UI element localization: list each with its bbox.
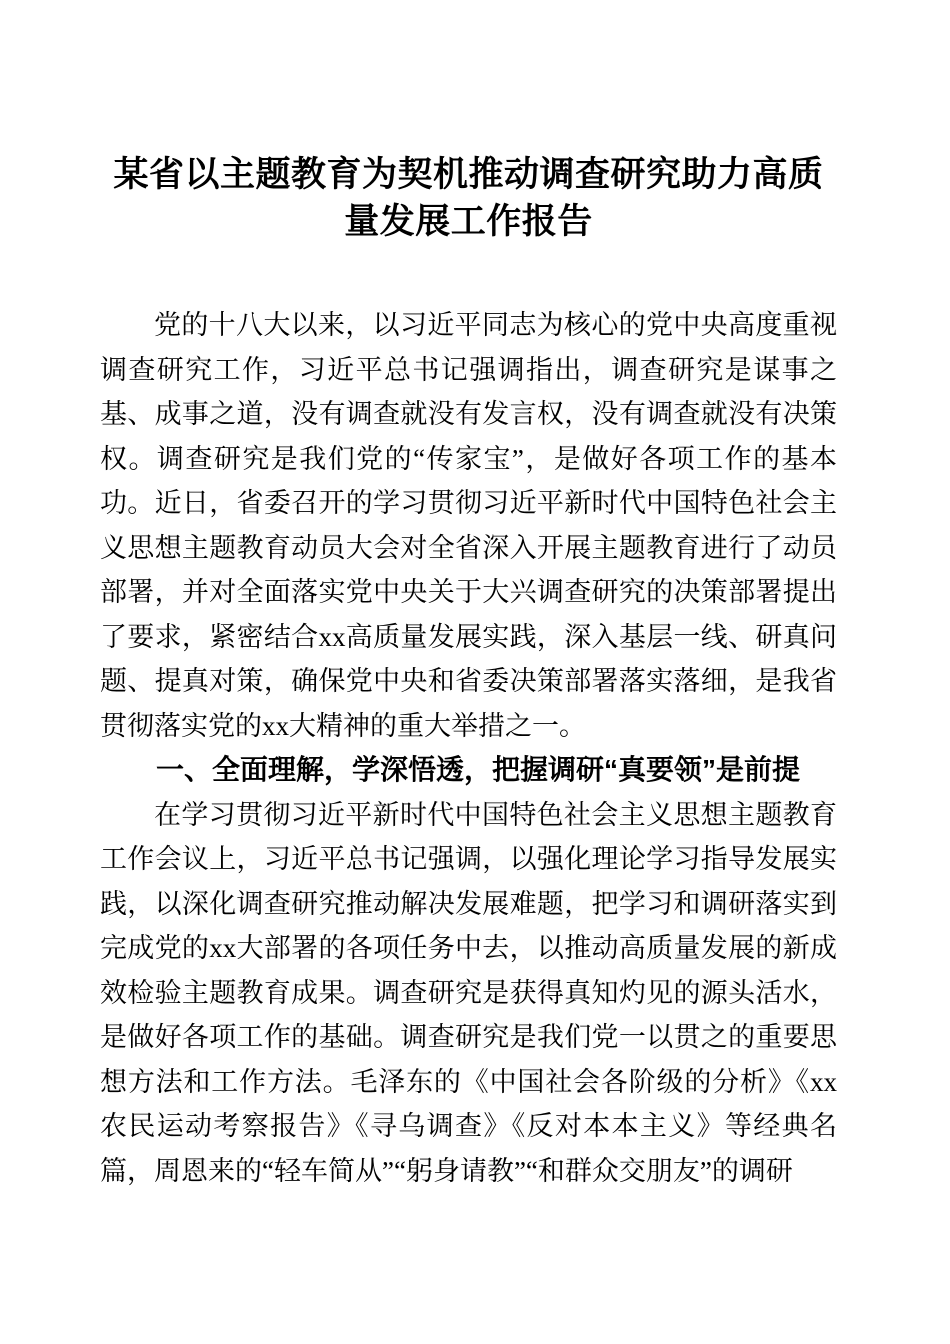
section-1-paragraph: 在学习贯彻习近平新时代中国特色社会主义思想主题教育工作会议上，习近平总书记强调，以强化理论学习指导发展实践，以深化调查研究推动解决发展难题，把学习和调研落实到完成党的xx大部署的各项任务中去，以推动高质量发展的新成效检验主题教育成果。调查研究是获得真知灼见的源头活水，是做好各项工作的基础。调查研究是我们党一以贯之的重要思想方法和工作方法。毛泽东的《中国社会各阶级的分析》《xx农民运动考察报告》《寻乌调查》《反对本本主义》等经典名篇，周恩来的“轻车简从”“躬身请教”“和群众交朋友”的调研 <box>100 799 837 1186</box>
document-title-line-2: 量发展工作报告 <box>344 202 593 242</box>
section-1-heading: 一、全面理解，学深悟透，把握调研“真要领”是前提 <box>156 754 801 786</box>
document-title <box>100 23 837 245</box>
intro-paragraph: 党的十八大以来，以习近平同志为核心的党中央高度重视调查研究工作，习近平总书记强调指出，调查研究是谋事之基、成事之道，没有调查就没有发言权，没有调查就没有决策权。调查研究是我们党的“传家宝”，是做好各项工作的基本功。近日，省委召开的学习贯彻习近平新时代中国特色社会主义思想主题教育动员大会对全省深入开展主题教育进行了动员部署，并对全面落实党中央关于大兴调查研究的决策部署提出了要求，紧密结合xx高质量发展实践，深入基层一线、研真问题、提真对策，确保党中央和省委决策部署落实落细，是我省贯彻落实党的xx大精神的重大举措之一。 <box>100 310 837 741</box>
document-title-line-1: 某省以主题教育为契机推动调查研究助力高质 <box>113 155 824 195</box>
